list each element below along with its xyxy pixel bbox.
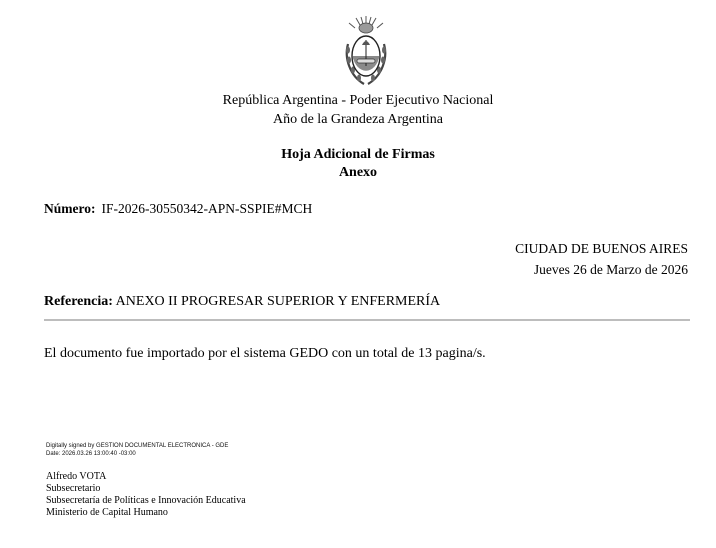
document-number-row xyxy=(44,201,312,217)
issuer-header: República Argentina - Poder Ejecutivo Nacional xyxy=(222,93,494,108)
reference-row xyxy=(44,294,440,310)
section-divider xyxy=(44,319,690,321)
year-motto: Año de la Grandeza Argentina xyxy=(272,112,443,127)
digital-signature-date: Date: 2026.03.26 13:00:40 -03:00 xyxy=(46,451,136,457)
signer-name: Alfredo VOTA xyxy=(46,471,107,482)
signer-block xyxy=(46,471,246,519)
reference-value: ANEXO II PROGRESAR SUPERIOR Y ENFERMERÍA xyxy=(115,294,441,309)
document-number-label: Número: xyxy=(44,201,96,216)
body-paragraph: El documento fue importado por el sistema GEDO con un total de 13 pagina/s. xyxy=(44,346,486,361)
digital-signature-line: Digitally signed by GESTION DOCUMENTAL ELECTRONICA - GDE xyxy=(46,443,229,449)
document-title: Hoja Adicional de Firmas xyxy=(281,147,435,162)
signer-ministry: Ministerio de Capital Humano xyxy=(46,507,168,518)
document-date: Jueves 26 de Marzo de 2026 xyxy=(533,262,688,277)
city-name: CIUDAD DE BUENOS AIRES xyxy=(515,241,688,256)
signer-role: Subsecretario xyxy=(46,483,101,494)
coat-of-arms-seal-icon xyxy=(342,14,390,88)
reference-label: Referencia: xyxy=(44,294,113,309)
signer-office: Subsecretaría de Políticas e Innovación Educativa xyxy=(46,495,246,506)
digital-signature-stamp xyxy=(46,442,228,458)
document-subtitle: Anexo xyxy=(338,165,378,180)
document-number-value: IF-2026-30550342-APN-SSPIE#MCH xyxy=(101,201,313,216)
location-date-block xyxy=(515,238,688,280)
